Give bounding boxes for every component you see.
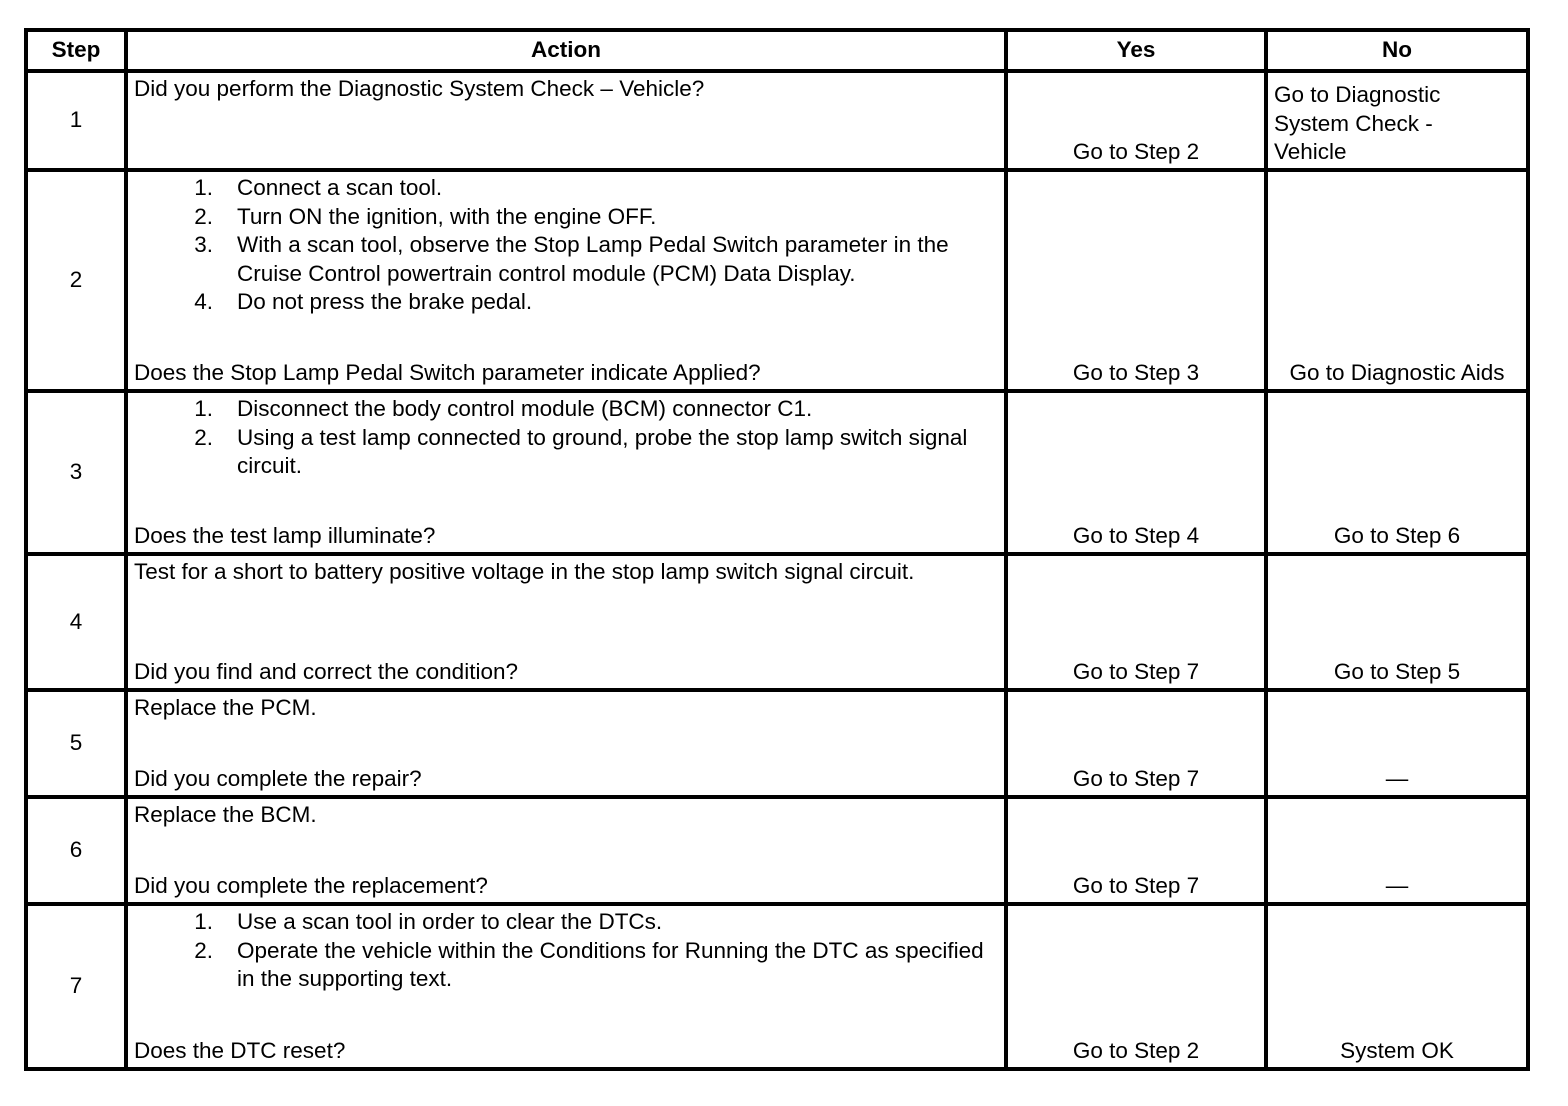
yes-result: Go to Step 7 [1006, 554, 1266, 690]
question-text: Does the test lamp illuminate? [134, 523, 436, 549]
question-text: Does the DTC reset? [134, 1038, 346, 1064]
table-row [26, 170, 1528, 391]
no-result-text: Go to Diagnostic System Check - Vehicle [1274, 82, 1441, 165]
list-item: 1. Use a scan tool in order to clear the DTCs. [194, 909, 663, 934]
list-item: 2. Operate the vehicle within the Conditions for Running the DTC as specified in the supporting text. [194, 937, 984, 992]
no-result: — [1266, 797, 1528, 904]
list-item: 1. Connect a scan tool. [194, 175, 443, 200]
question-text: Did you complete the replacement? [134, 873, 488, 899]
table-row [26, 690, 1528, 797]
yes-result: Go to Step 7 [1006, 690, 1266, 797]
table-row [26, 391, 1528, 554]
no-result: Go to Diagnostic Aids [1266, 170, 1528, 391]
yes-result: Go to Step 2 [1006, 904, 1266, 1069]
action-cell [126, 71, 1006, 170]
list-item: 3. With a scan tool, observe the Stop Lamp Pedal Switch parameter in the Cruise Control powertrain control module (PCM) Data Display. [194, 232, 949, 286]
header-step: Step [26, 30, 126, 71]
step-number: 6 [26, 797, 126, 904]
question-text: Did you find and correct the condition? [134, 659, 518, 685]
yes-result: Go to Step 4 [1006, 391, 1266, 554]
table-row [26, 797, 1528, 904]
action-cell [126, 797, 1006, 904]
action-text: Replace the BCM. [134, 802, 317, 827]
action-cell [126, 554, 1006, 690]
no-result [1266, 71, 1528, 170]
yes-result: Go to Step 7 [1006, 797, 1266, 904]
no-result: System OK [1266, 904, 1528, 1069]
header-no: No [1266, 30, 1528, 71]
action-text: Test for a short to battery positive voltage in the stop lamp switch signal circuit. [134, 559, 915, 584]
list-item: 2. Turn ON the ignition, with the engine OFF. [194, 203, 657, 229]
table-header-row [26, 30, 1528, 71]
step-number: 7 [26, 904, 126, 1069]
table-row [26, 71, 1528, 170]
action-steps-list [134, 908, 998, 994]
yes-result: Go to Step 3 [1006, 170, 1266, 391]
table-row [26, 904, 1528, 1069]
step-number: 3 [26, 391, 126, 554]
action-steps-list [134, 174, 998, 317]
no-result: Go to Step 6 [1266, 391, 1528, 554]
no-result: Go to Step 5 [1266, 554, 1528, 690]
action-text: Replace the PCM. [134, 695, 317, 720]
list-item: 1. Disconnect the body control module (BCM) connector C1. [194, 396, 813, 421]
action-text: Did you perform the Diagnostic System Check – Vehicle? [134, 76, 705, 101]
yes-result: Go to Step 2 [1006, 71, 1266, 170]
header-yes: Yes [1006, 30, 1266, 71]
question-text: Did you complete the repair? [134, 766, 422, 792]
step-number: 5 [26, 690, 126, 797]
no-result: — [1266, 690, 1528, 797]
table-row [26, 554, 1528, 690]
action-cell [126, 170, 1006, 391]
action-cell [126, 690, 1006, 797]
action-steps-list [134, 395, 998, 481]
list-item: 2. Using a test lamp connected to ground, probe the stop lamp switch signal circuit. [194, 424, 968, 479]
action-cell [126, 391, 1006, 554]
diagnostic-table [24, 28, 1530, 1071]
question-text: Does the Stop Lamp Pedal Switch parameter indicate Applied? [134, 360, 761, 386]
step-number: 4 [26, 554, 126, 690]
step-number: 2 [26, 170, 126, 391]
list-item: 4. Do not press the brake pedal. [194, 289, 533, 315]
action-cell [126, 904, 1006, 1069]
step-number: 1 [26, 71, 126, 170]
header-action: Action [126, 30, 1006, 71]
